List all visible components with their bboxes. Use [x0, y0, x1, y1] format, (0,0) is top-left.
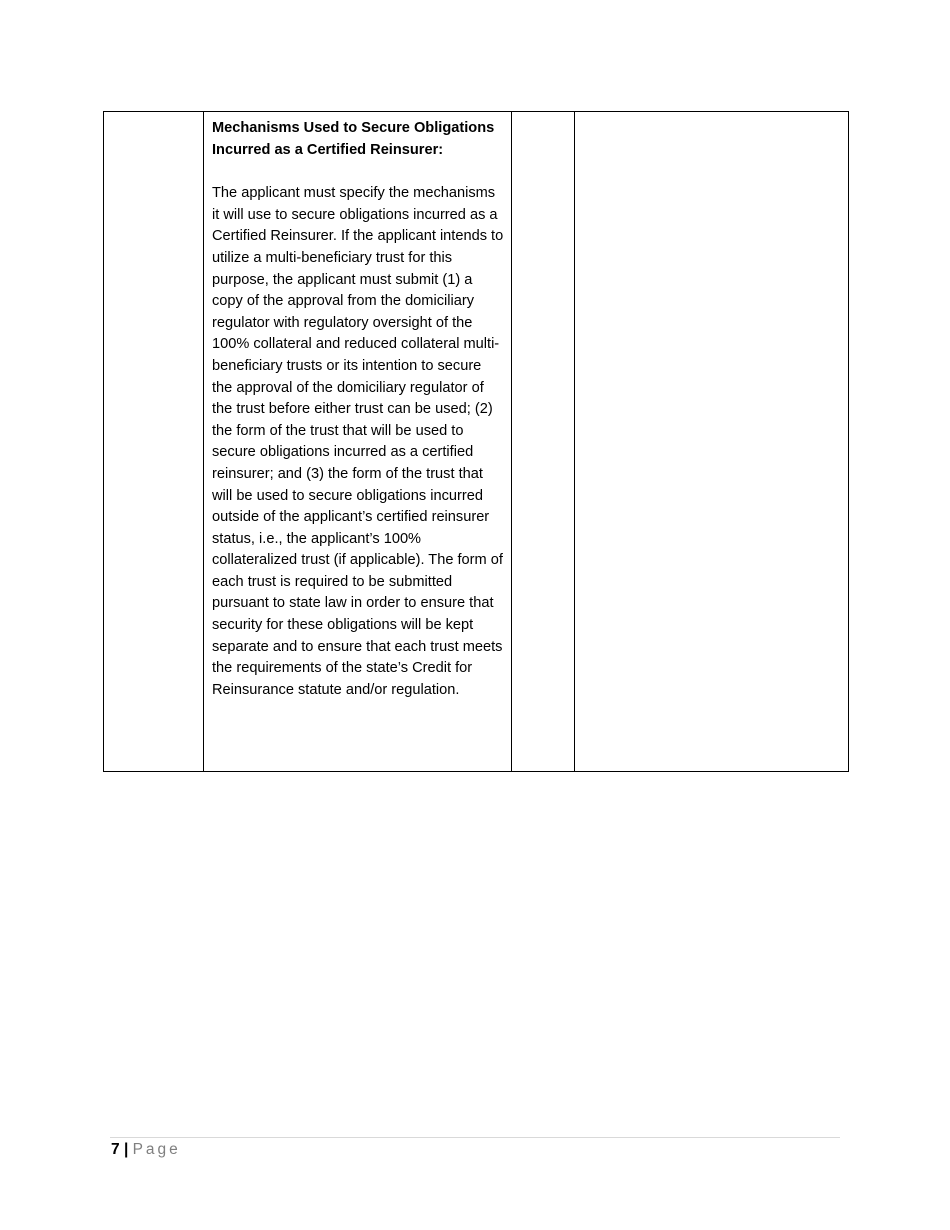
section-heading-line-1: Mechanisms Used to Secure Obligations [212, 120, 495, 136]
table-row [104, 112, 849, 772]
empty-cell-right [575, 112, 849, 772]
section-heading [212, 118, 504, 161]
empty-cell-left [104, 112, 204, 772]
page-footer [111, 1140, 181, 1160]
footer-separator: | [123, 1141, 129, 1158]
section-body: The applicant must specify the mechanisms it will use to secure obligations incurred as a Certified Reinsurer. If the applicant intends to utilize a multi-beneficiary trust for this purpose, the applicant must submit (1) a copy of the approval from the domiciliary regulator with regulatory oversight of the 100% collateral and reduced collateral multi-beneficiary trusts or its intention to secure the approval of the domiciliary regulator of the trust before either trust can be used; (2) the form of the trust that will be used to secure obligations incurred as a certified reinsurer; and (3) the form of the trust that will be used to secure obligations incurred outside of the applicant’s certified reinsurer status, i.e., the applicant’s 100% collateralized trust (if applicable). The form of each trust is required to be submitted pursuant to state law in order to ensure that security for these obligations will be kept separate and to ensure that each trust meets the requirements of the state’s Credit for Reinsurance statute and/or regulation. [212, 185, 504, 698]
empty-cell-narrow [512, 112, 575, 772]
footer-divider [110, 1137, 840, 1138]
requirements-table [103, 111, 849, 772]
page-number: 7 [111, 1141, 120, 1158]
requirement-cell [204, 112, 512, 772]
page-label: Page [132, 1141, 181, 1158]
section-heading-line-2: Incurred as a Certified Reinsurer: [212, 141, 444, 158]
requirement-content [204, 112, 511, 701]
